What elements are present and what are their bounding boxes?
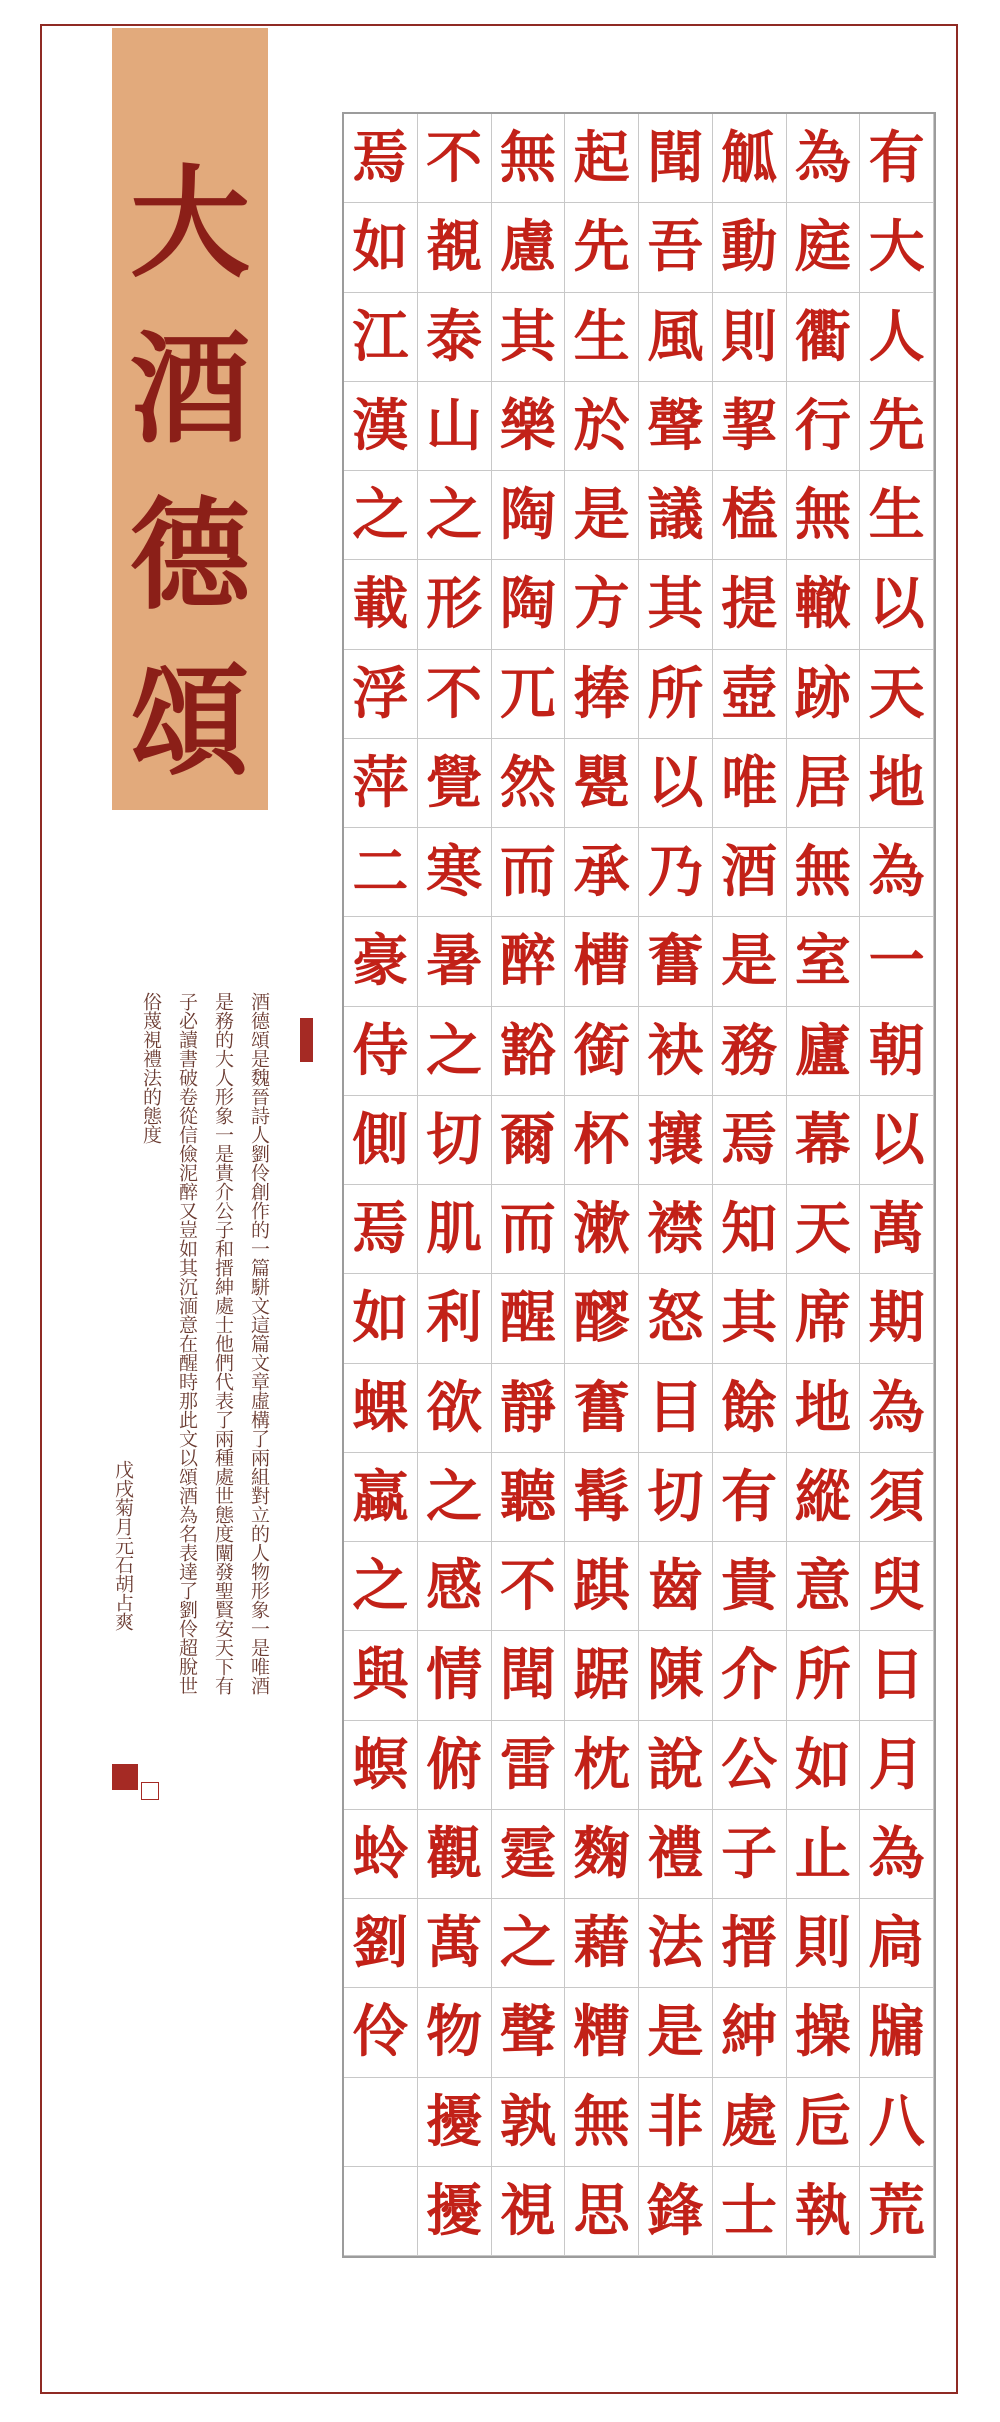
text-cell: 風 [639,293,713,382]
text-cell: 乃 [639,828,713,917]
text-cell: 先 [860,382,934,471]
text-cell: 之 [418,1453,492,1542]
text-cell: 覩 [418,203,492,292]
text-cell: 無 [565,2078,639,2167]
text-cell: 為 [860,1364,934,1453]
text-cell: 靜 [492,1364,566,1453]
text-cell: 唯 [713,739,787,828]
text-cell: 載 [344,560,418,649]
text-cell: 衢 [787,293,861,382]
text-cell: 動 [713,203,787,292]
text-cell: 與 [344,1631,418,1720]
text-cell: 廬 [787,1007,861,1096]
text-cell: 藉 [565,1899,639,1988]
text-cell: 庭 [787,203,861,292]
text-cell: 方 [565,560,639,649]
text-cell: 酒 [713,828,787,917]
title-seal-char: 德 [130,485,250,626]
text-cell: 禮 [639,1810,713,1899]
text-cell: 知 [713,1185,787,1274]
text-cell: 二 [344,828,418,917]
text-cell: 萬 [860,1185,934,1274]
text-cell: 所 [639,650,713,739]
text-cell: 挈 [713,382,787,471]
text-cell: 以 [860,560,934,649]
text-cell: 蛉 [344,1810,418,1899]
text-cell: 天 [860,650,934,739]
text-cell: 室 [787,917,861,1006]
text-cell: 扃 [860,1899,934,1988]
text-cell: 肌 [418,1185,492,1274]
text-cell: 務 [713,1007,787,1096]
text-cell: 天 [787,1185,861,1274]
text-cell: 生 [860,471,934,560]
text-cell: 之 [344,1542,418,1631]
text-cell [344,2167,418,2256]
text-column [787,114,861,2256]
text-cell: 形 [418,560,492,649]
text-column [418,114,492,2256]
text-cell: 其 [639,560,713,649]
text-cell: 為 [860,1810,934,1899]
text-cell: 蜾 [344,1364,418,1453]
text-cell: 人 [860,293,934,382]
text-cell: 陳 [639,1631,713,1720]
text-cell: 縱 [787,1453,861,1542]
text-cell: 為 [787,114,861,203]
text-cell: 則 [713,293,787,382]
text-cell: 為 [860,828,934,917]
text-cell: 霆 [492,1810,566,1899]
text-cell: 糟 [565,1988,639,2077]
text-cell: 有 [713,1453,787,1542]
postscript-column: 俗蔑視禮法的態度 [140,992,162,1144]
text-cell: 是 [639,1988,713,2077]
text-cell: 行 [787,382,861,471]
text-cell: 有 [860,114,934,203]
text-cell: 吾 [639,203,713,292]
text-cell: 則 [787,1899,861,1988]
postscript-column: 子必讀書破卷從信儉泥醉又豈如其沉湎意在醒時那此文以頌酒為名表達了劉伶超脫世 [176,992,198,1695]
text-cell: 陶 [492,471,566,560]
text-cell: 於 [565,382,639,471]
text-cell: 士 [713,2167,787,2256]
text-cell: 而 [492,1185,566,1274]
text-cell: 牖 [860,1988,934,2077]
text-cell: 髯 [565,1453,639,1542]
text-cell: 螟 [344,1721,418,1810]
text-cell: 豪 [344,917,418,1006]
text-cell: 無 [492,114,566,203]
text-cell: 焉 [344,1185,418,1274]
text-column [713,114,787,2256]
leisure-seal-stamp [300,1018,313,1062]
title-seal-char: 酒 [130,319,250,460]
text-cell: 視 [492,2167,566,2256]
text-cell: 搢 [713,1899,787,1988]
text-cell: 之 [418,471,492,560]
text-cell [344,2078,418,2167]
text-cell: 地 [787,1364,861,1453]
text-cell: 生 [565,293,639,382]
text-cell: 寒 [418,828,492,917]
text-cell: 利 [418,1274,492,1363]
text-cell: 樂 [492,382,566,471]
text-cell: 醪 [565,1274,639,1363]
name-seal-stamp [112,1764,138,1790]
text-cell: 目 [639,1364,713,1453]
text-cell: 情 [418,1631,492,1720]
text-cell: 醒 [492,1274,566,1363]
text-cell: 之 [418,1007,492,1096]
text-cell: 孰 [492,2078,566,2167]
text-cell: 日 [860,1631,934,1720]
text-cell: 荒 [860,2167,934,2256]
text-cell: 切 [418,1096,492,1185]
text-cell: 其 [713,1274,787,1363]
text-cell: 聽 [492,1453,566,1542]
text-cell: 卮 [787,2078,861,2167]
calligraphy-grid [342,112,936,2258]
text-cell: 焉 [713,1096,787,1185]
text-cell: 介 [713,1631,787,1720]
text-cell: 袂 [639,1007,713,1096]
text-cell: 不 [492,1542,566,1631]
text-cell: 覺 [418,739,492,828]
text-cell: 物 [418,1988,492,2077]
text-cell: 壺 [713,650,787,739]
text-cell: 以 [639,739,713,828]
text-cell: 居 [787,739,861,828]
text-cell: 浮 [344,650,418,739]
text-cell: 意 [787,1542,861,1631]
text-cell: 如 [344,203,418,292]
text-cell: 萍 [344,739,418,828]
text-cell: 伶 [344,1988,418,2077]
text-cell: 不 [418,114,492,203]
text-cell: 側 [344,1096,418,1185]
text-cell: 切 [639,1453,713,1542]
text-cell: 聞 [492,1631,566,1720]
text-cell: 期 [860,1274,934,1363]
text-cell: 攘 [639,1096,713,1185]
title-seal-char: 大 [130,153,250,294]
text-cell: 奮 [565,1364,639,1453]
title-seal-char: 頌 [130,651,250,792]
text-cell: 鋒 [639,2167,713,2256]
text-cell: 感 [418,1542,492,1631]
text-cell: 泰 [418,293,492,382]
text-cell: 朝 [860,1007,934,1096]
text-cell: 齒 [639,1542,713,1631]
text-cell: 公 [713,1721,787,1810]
text-cell: 江 [344,293,418,382]
text-cell: 擾 [418,2167,492,2256]
postscript-column: 酒德頌是魏晉詩人劉伶創作的一篇駢文這篇文章虛構了兩組對立的人物形象一是唯酒 [248,992,270,1695]
text-cell: 醉 [492,917,566,1006]
text-cell: 槽 [565,917,639,1006]
text-cell: 踞 [565,1631,639,1720]
text-cell: 之 [492,1899,566,1988]
text-cell: 襟 [639,1185,713,1274]
text-cell: 執 [787,2167,861,2256]
text-cell: 子 [713,1810,787,1899]
text-cell: 捧 [565,650,639,739]
text-cell: 所 [787,1631,861,1720]
text-cell: 月 [860,1721,934,1810]
text-cell: 焉 [344,114,418,203]
text-cell: 思 [565,2167,639,2256]
text-cell: 雷 [492,1721,566,1810]
text-cell: 跡 [787,650,861,739]
text-cell: 俯 [418,1721,492,1810]
text-cell: 須 [860,1453,934,1542]
text-cell: 不 [418,650,492,739]
text-cell: 萬 [418,1899,492,1988]
text-cell: 大 [860,203,934,292]
text-cell: 漢 [344,382,418,471]
text-cell: 山 [418,382,492,471]
name-seal-stamp [141,1782,159,1800]
text-cell: 漱 [565,1185,639,1274]
text-cell: 如 [787,1721,861,1810]
text-column [860,114,934,2256]
text-cell: 杯 [565,1096,639,1185]
text-cell: 麴 [565,1810,639,1899]
text-cell: 榼 [713,471,787,560]
text-cell: 貴 [713,1542,787,1631]
text-cell: 議 [639,471,713,560]
text-column [344,114,418,2256]
text-cell: 枕 [565,1721,639,1810]
text-cell: 承 [565,828,639,917]
text-cell: 法 [639,1899,713,1988]
text-cell: 操 [787,1988,861,2077]
text-cell: 先 [565,203,639,292]
postscript-column: 是務的大人形象一是貴介公子和搢紳處士他們代表了兩種處世態度闡發聖賢安天下有 [212,992,234,1695]
text-cell: 聲 [492,1988,566,2077]
text-cell: 處 [713,2078,787,2167]
text-column [492,114,566,2256]
text-cell: 說 [639,1721,713,1810]
text-cell: 無 [787,828,861,917]
text-cell: 暑 [418,917,492,1006]
text-cell: 如 [344,1274,418,1363]
text-cell: 是 [713,917,787,1006]
text-cell: 是 [565,471,639,560]
text-cell: 爾 [492,1096,566,1185]
text-cell: 席 [787,1274,861,1363]
text-cell: 奮 [639,917,713,1006]
text-cell: 八 [860,2078,934,2167]
text-cell: 非 [639,2078,713,2167]
text-cell: 餘 [713,1364,787,1453]
text-cell: 觚 [713,114,787,203]
text-cell: 一 [860,917,934,1006]
text-cell: 豁 [492,1007,566,1096]
text-cell: 銜 [565,1007,639,1096]
text-cell: 其 [492,293,566,382]
signature-line: 戊戌菊月元石胡占爽 [112,1460,134,1631]
text-cell: 蠃 [344,1453,418,1542]
text-cell: 兀 [492,650,566,739]
text-cell: 甖 [565,739,639,828]
text-cell: 無 [787,471,861,560]
text-cell: 止 [787,1810,861,1899]
text-cell: 觀 [418,1810,492,1899]
text-cell: 轍 [787,560,861,649]
title-seal-panel [112,28,268,810]
text-cell: 地 [860,739,934,828]
text-cell: 聞 [639,114,713,203]
text-cell: 欲 [418,1364,492,1453]
text-cell: 而 [492,828,566,917]
text-cell: 劉 [344,1899,418,1988]
text-cell: 怒 [639,1274,713,1363]
text-cell: 陶 [492,560,566,649]
text-cell: 慮 [492,203,566,292]
text-cell: 幕 [787,1096,861,1185]
text-column [565,114,639,2256]
text-cell: 侍 [344,1007,418,1096]
text-column [639,114,713,2256]
text-cell: 聲 [639,382,713,471]
text-cell: 之 [344,471,418,560]
text-cell: 然 [492,739,566,828]
text-cell: 臾 [860,1542,934,1631]
text-cell: 提 [713,560,787,649]
text-cell: 起 [565,114,639,203]
text-cell: 紳 [713,1988,787,2077]
text-cell: 踑 [565,1542,639,1631]
text-cell: 以 [860,1096,934,1185]
text-cell: 擾 [418,2078,492,2167]
